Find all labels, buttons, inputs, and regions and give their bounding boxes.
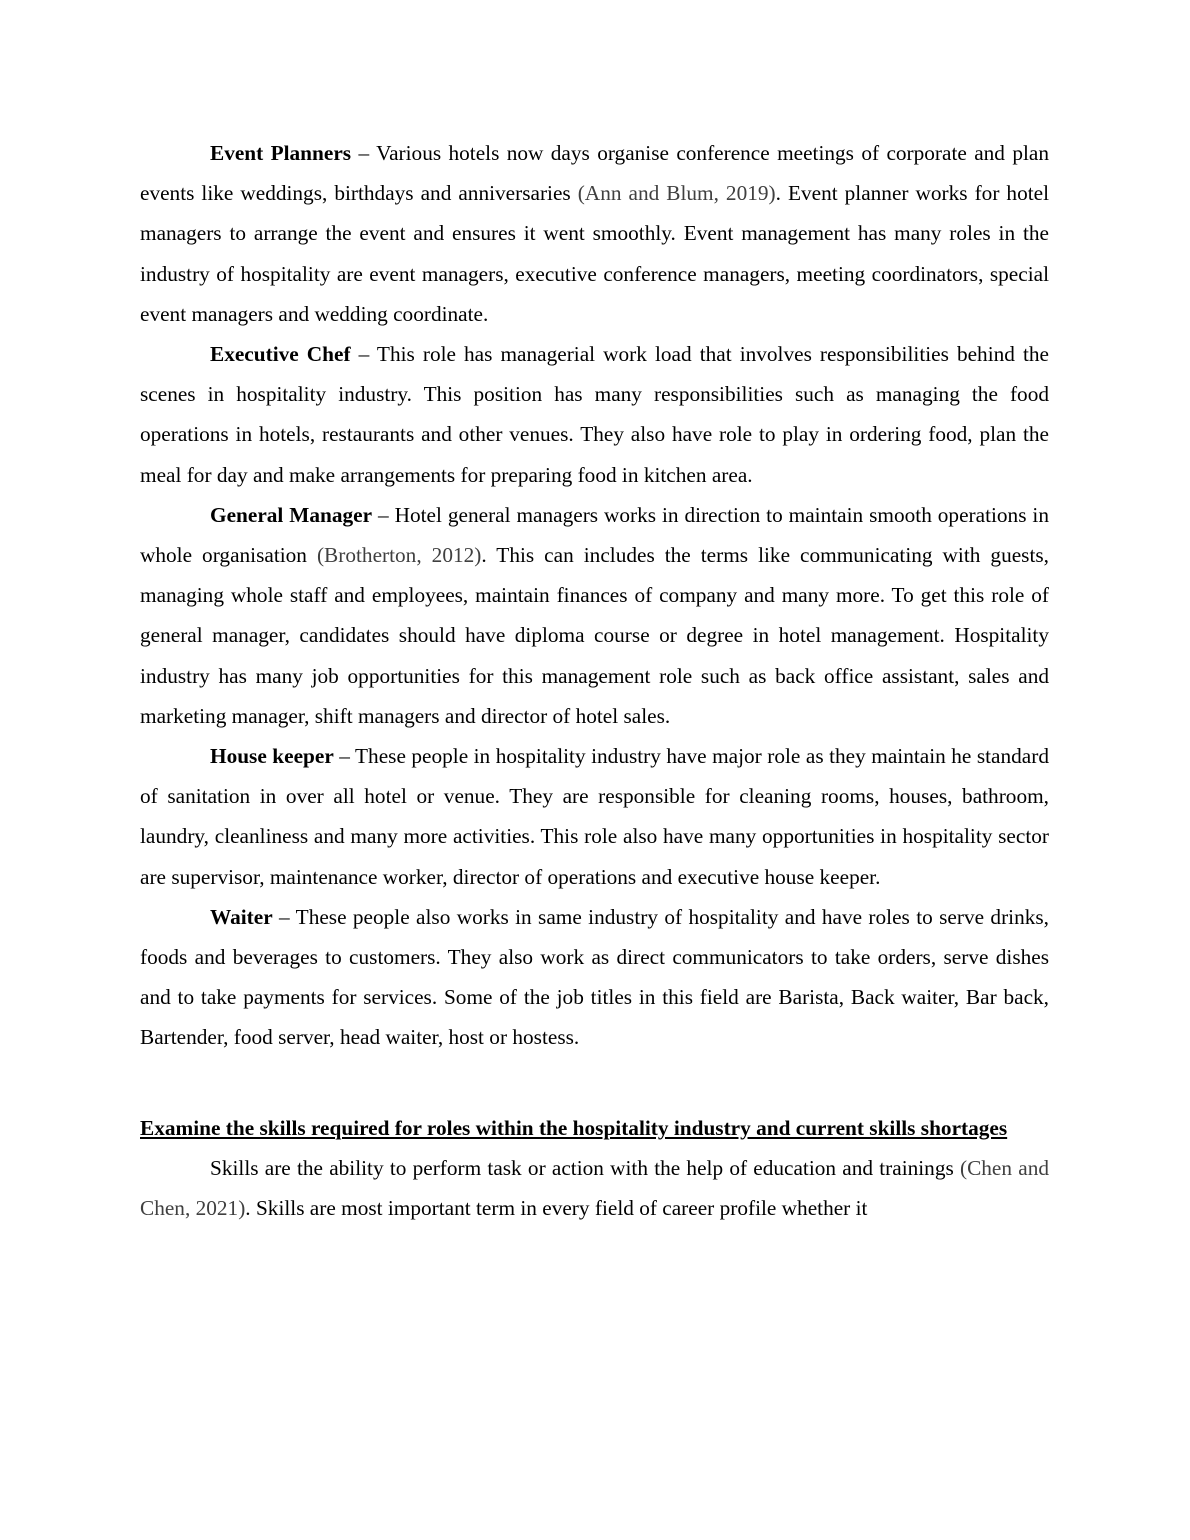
paragraph-skills — [140, 1148, 1049, 1228]
section-heading: Examine the skills required for roles within the hospitality industry and current skills shortages — [140, 1115, 1008, 1140]
paragraph-text: – Hotel general managers works in direction to maintain smooth operations in whole organisation — [140, 502, 1050, 568]
citation: (Ann and Blum, 2019) — [577, 181, 776, 206]
term-event-planners: Event Planners — [210, 141, 352, 165]
paragraph-text: . This can includes the terms like communicating with guests, managing whole staff and employees, maintain finances of company and many more. To get this role of general manager, candidates should have diploma course or degree in hotel management. Hospitality industry has many job opportunities for this management role such as back office assistant, sales and marketing manager, shift managers and director of hotel sales. — [140, 543, 1049, 728]
document-page — [140, 133, 1049, 1228]
paragraph-text: . Skills are most important term in every field of career profile whether it — [245, 1196, 868, 1221]
paragraph-text: . Event planner works for hotel managers to arrange the event and ensures it went smoothly. Event management has many roles in the industry of hospitality are event managers, executive conference managers, meeting coordinators, special event managers and wedding coordinate. — [140, 181, 1050, 326]
paragraph-executive-chef — [140, 334, 1049, 495]
paragraph-text: – These people also works in same industry of hospitality and have roles to serve drinks, foods and beverages to customers. They also work as direct communicators to take orders, serve dishes and to take payments for services. Some of the job titles in this field are Barista, Back waiter, Bar back, Bartender, food server, head waiter, host or hostess. — [140, 904, 1049, 1050]
paragraph-text: – This role has managerial work load that involves responsibilities behind the scenes in hospitality industry. This position has many responsibilities such as managing the food operations in hotels, restaurants and other venues. They also have role to play in ordering food, plan the meal for day and make arrangements for preparing food in kitchen area. — [140, 342, 1049, 487]
paragraph-text: – Various hotels now days organise conference meetings of corporate and plan events like weddings, birthdays and anniversaries — [140, 141, 1049, 206]
paragraph-house-keeper — [140, 736, 1049, 897]
citation: (Brotherton, 2012) — [316, 543, 482, 568]
citation: (Chen and Chen, 2021) — [140, 1155, 1049, 1221]
term-waiter: Waiter — [210, 904, 273, 929]
paragraph-waiter — [140, 897, 1049, 1058]
paragraph-general-manager — [140, 495, 1049, 736]
term-house-keeper: House keeper — [210, 744, 334, 769]
paragraph-event-planners — [140, 133, 1049, 334]
paragraph-text: Skills are the ability to perform task or action with the help of education and trainings — [210, 1155, 960, 1180]
term-executive-chef: Executive Chef — [210, 342, 351, 367]
term-general-manager: General Manager — [210, 502, 373, 527]
paragraph-text: – These people in hospitality industry have major role as they maintain he standard of sanitation in over all hotel or venue. They are responsible for cleaning rooms, houses, bathroom, laundry, cleanliness and many more activities. This role also have many opportunities in hospitality sector are supervisor, maintenance worker, director of operations and executive house keeper. — [140, 744, 1050, 889]
